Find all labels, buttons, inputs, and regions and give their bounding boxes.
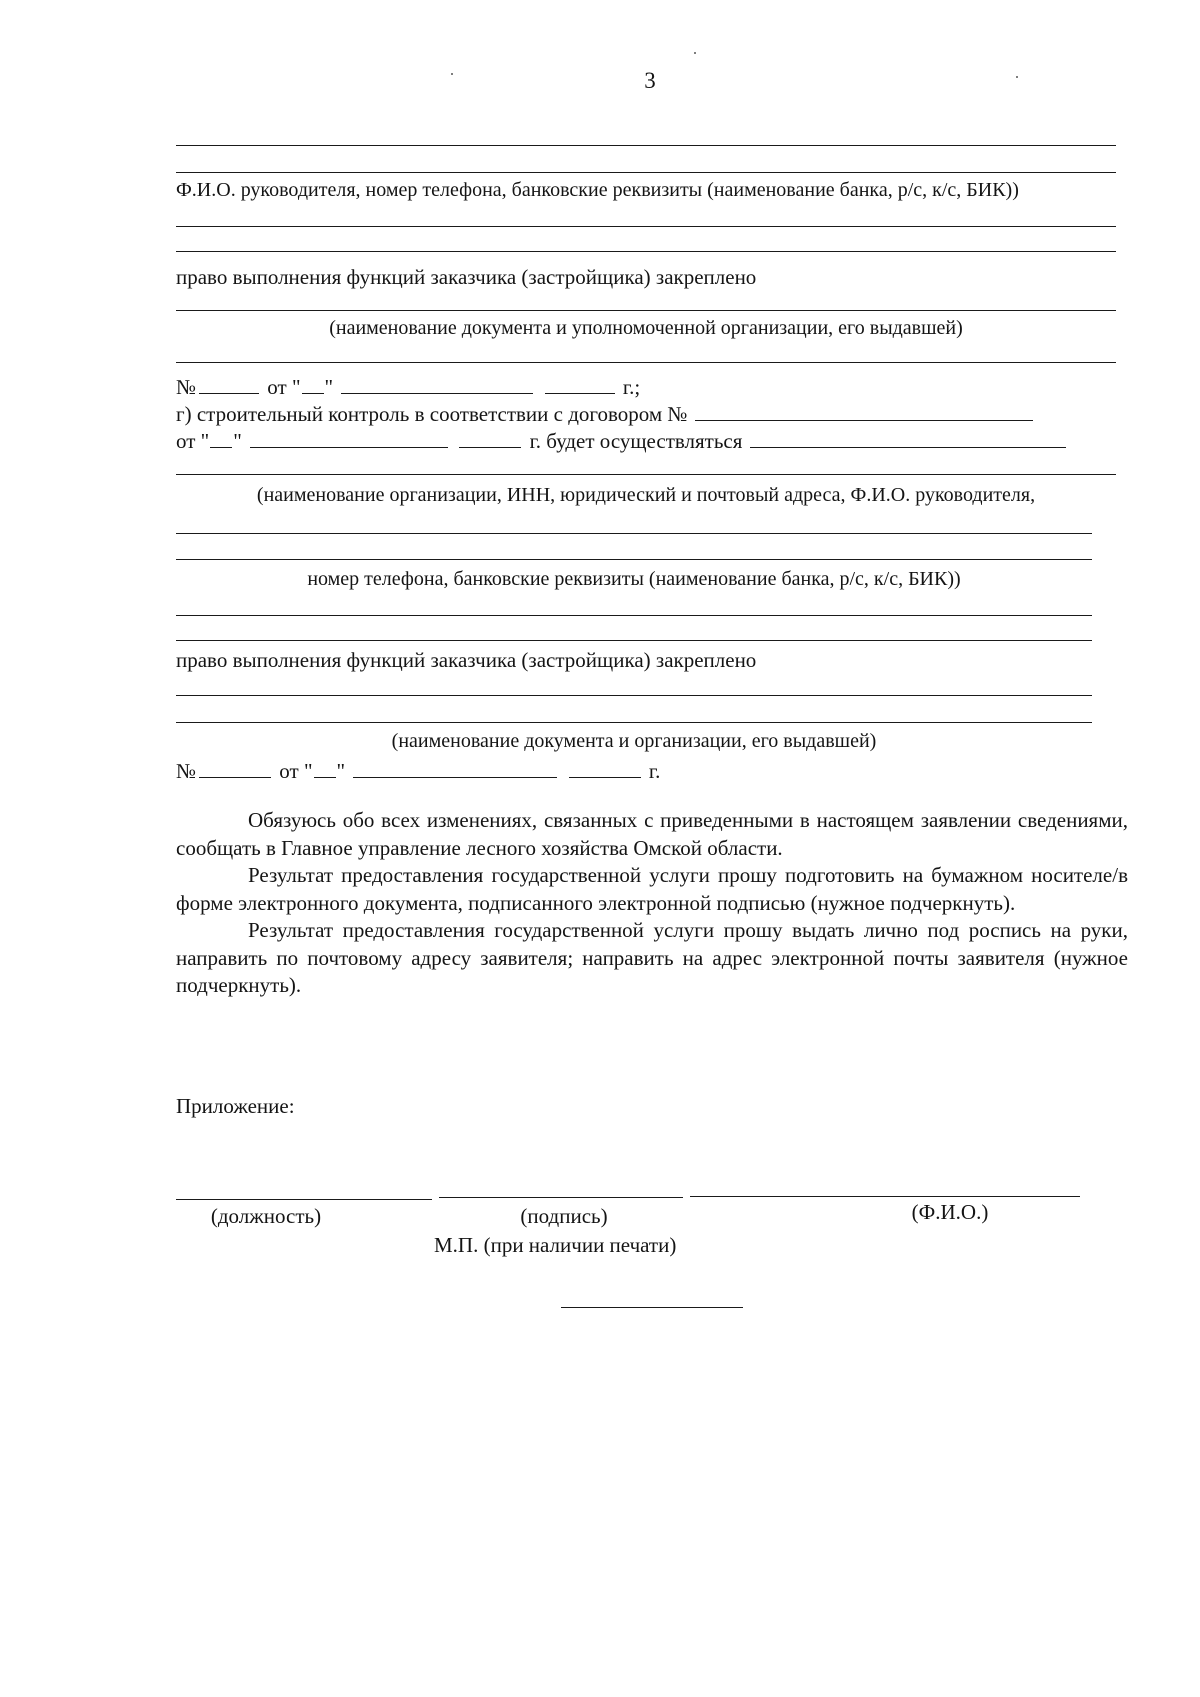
quote-close: " (324, 375, 334, 399)
blank-line (176, 226, 1116, 227)
rights-line: право выполнения функций заказчика (застройщика) закреплено (176, 265, 757, 289)
scan-speck (694, 52, 696, 54)
year-field[interactable] (569, 759, 641, 778)
blank-line (176, 362, 1116, 363)
rights-line: право выполнения функций заказчика (застройщика) закреплено (176, 648, 757, 672)
blank-line (176, 474, 1116, 475)
number-date-line (176, 758, 660, 784)
blank-line (176, 559, 1092, 560)
end-line (561, 1307, 743, 1308)
number-date-line (176, 374, 640, 400)
control-text: г) строительный контроль в соответствии с договором № (176, 402, 688, 426)
attachment-label: Приложение: (176, 1094, 295, 1118)
from-label: от " (176, 429, 210, 453)
blank-line (176, 310, 1116, 311)
signature-caption: (подпись) (520, 1204, 608, 1228)
paragraph-obligation: Обязуюсь обо всех изменениях, связанных с приведенными в настоящем заявлении сведениями, сообщать в Главное управление лесного хозяйства Омской области. (176, 808, 1128, 860)
day-field[interactable] (302, 375, 324, 394)
name-caption: (Ф.И.О.) (911, 1200, 989, 1224)
blank-line (176, 172, 1116, 173)
document-caption: (наименование документа и уполномоченной организации, его выдавшей) (329, 317, 963, 339)
name-line (690, 1196, 1080, 1197)
contract-number-field[interactable] (695, 402, 1033, 421)
blank-line (176, 722, 1092, 723)
day-field[interactable] (314, 759, 336, 778)
quote-close: " (336, 759, 346, 783)
document-caption: (наименование документа и организации, его выдавшей) (391, 730, 877, 752)
number-field[interactable] (199, 375, 259, 394)
paragraph-result-delivery: Результат предоставления государственной услуги прошу выдать лично под роспись на руки, направить по почтовому адресу заявителя; направить на адрес электронной почты заявителя (нужное подчеркнуть). (176, 918, 1128, 997)
blank-line (176, 640, 1092, 641)
body-text (176, 807, 1128, 1000)
phone-caption: номер телефона, банковские реквизиты (наименование банка, р/с, к/с, БИК)) (307, 568, 961, 590)
year-suffix: г.; (622, 375, 641, 399)
control-line (176, 401, 1036, 427)
blank-line (176, 695, 1092, 696)
number-sign: № (176, 759, 197, 783)
from-label: от " (267, 375, 301, 399)
quote-close: " (233, 429, 242, 453)
year-field[interactable] (545, 375, 615, 394)
day-field[interactable] (210, 429, 232, 448)
month-field[interactable] (250, 429, 448, 448)
contract-date-line (176, 428, 1069, 454)
will-be-text: г. будет осуществляться (529, 429, 743, 453)
month-field[interactable] (353, 759, 557, 778)
scan-speck (1016, 76, 1018, 78)
position-line (176, 1199, 432, 1200)
blank-line (176, 145, 1116, 146)
organization-caption: (наименование организации, ИНН, юридический и почтовый адреса, Ф.И.О. руководителя, (256, 484, 1036, 506)
year-field[interactable] (459, 429, 521, 448)
number-field[interactable] (199, 759, 271, 778)
position-caption: (должность) (210, 1204, 322, 1228)
stamp-caption: М.П. (при наличии печати) (434, 1233, 677, 1257)
blank-line (176, 251, 1116, 252)
blank-line (176, 533, 1092, 534)
paragraph-result-format: Результат предоставления государственной услуги прошу подготовить на бумажном носителе/в форме электронного документа, подписанного электронной подписью (нужное подчеркнуть). (176, 863, 1128, 915)
month-field[interactable] (341, 375, 533, 394)
number-sign: № (176, 375, 197, 399)
scan-speck (451, 73, 453, 75)
blank-line (176, 615, 1092, 616)
organization-field[interactable] (750, 429, 1066, 448)
signature-line (439, 1197, 683, 1198)
head-caption: Ф.И.О. руководителя, номер телефона, банковские реквизиты (наименование банка, р/с, к/с, БИК)) (176, 179, 1019, 201)
page-number: 3 (644, 68, 656, 93)
from-label: от " (279, 759, 313, 783)
year-suffix: г. (648, 759, 661, 783)
